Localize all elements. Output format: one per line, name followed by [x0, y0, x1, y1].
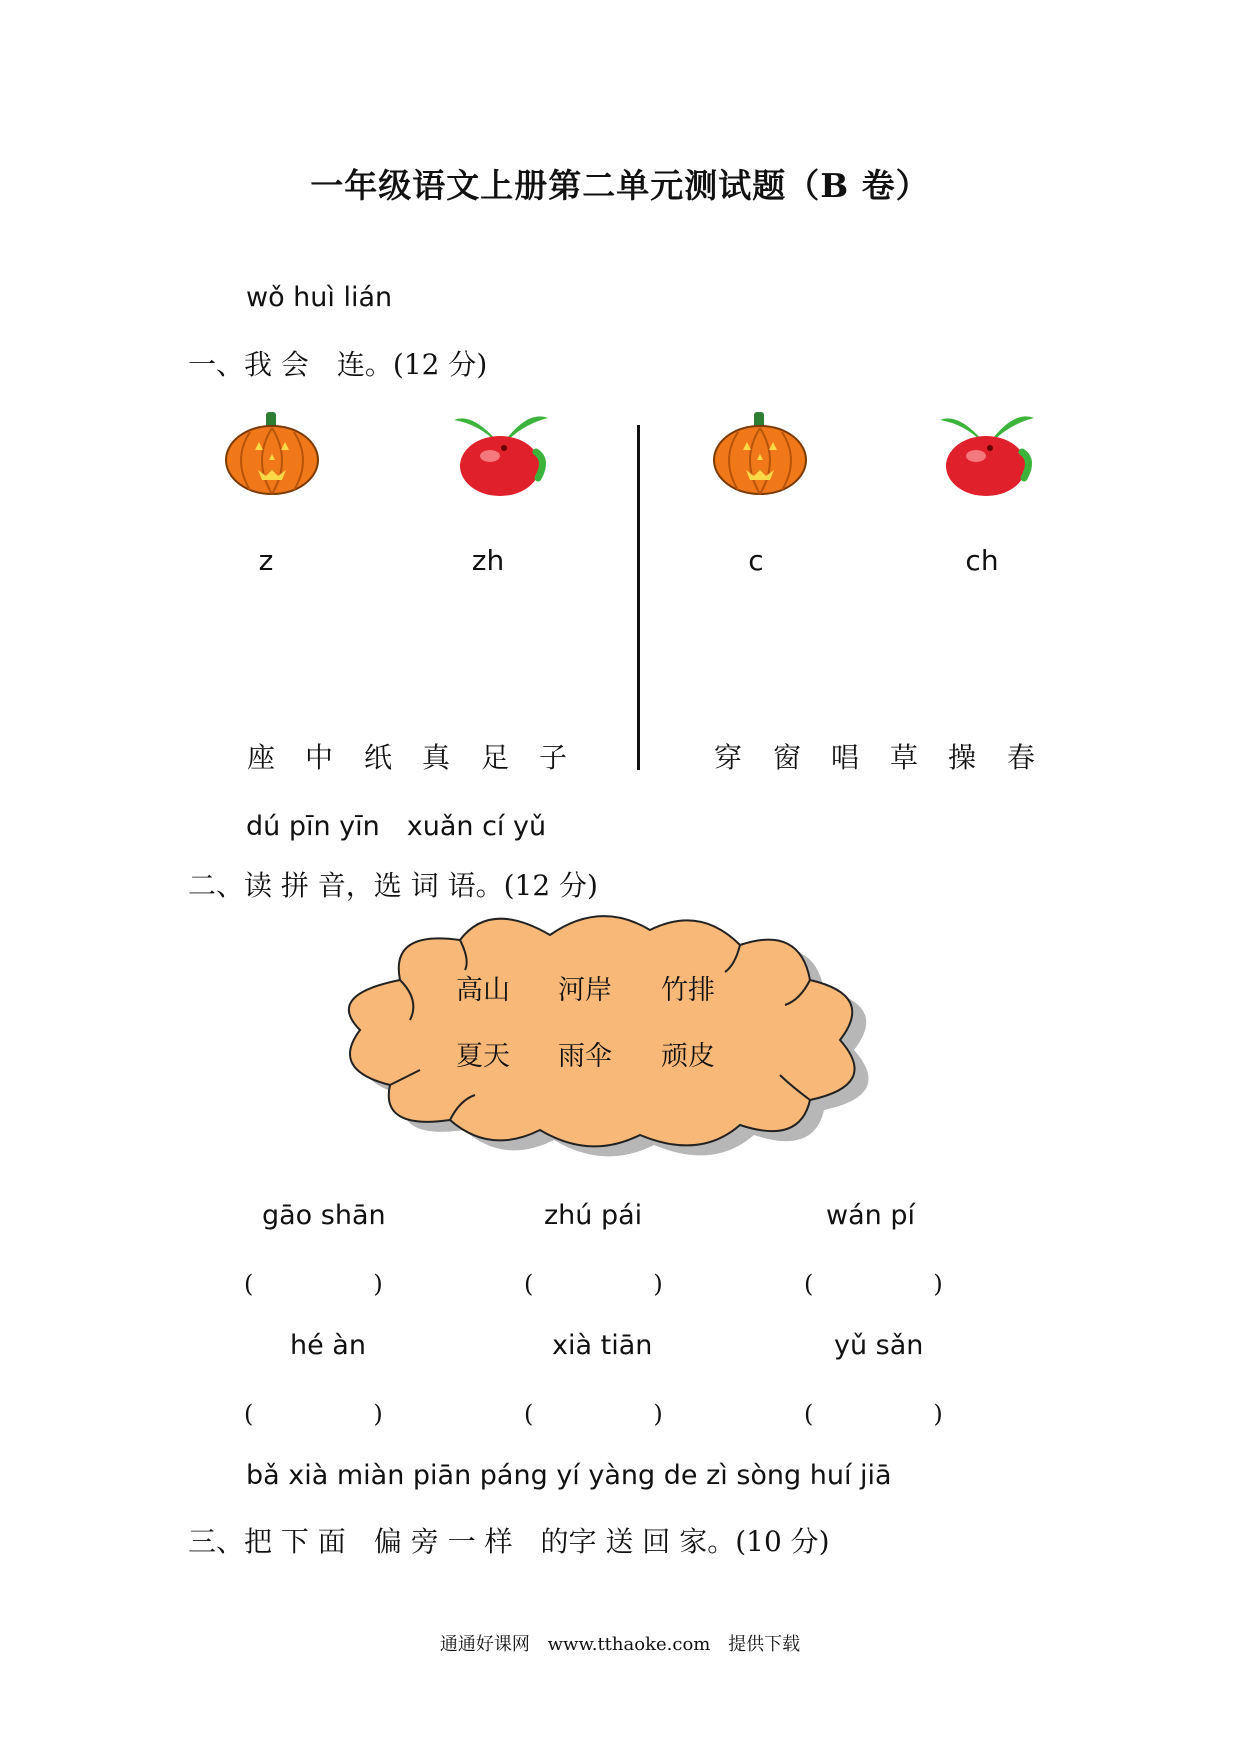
cloud-word: 夏天	[456, 1041, 510, 1072]
cloud-word: 河岸	[558, 975, 612, 1006]
right-char: 窗	[773, 741, 802, 774]
section3-heading: 三、把 下 面 偏 旁 一 样 的字 送 回 家。(10 分)	[188, 1525, 830, 1558]
footer-suffix: 提供下载	[728, 1634, 801, 1655]
item-pinyin: gāo shān	[262, 1200, 386, 1231]
answer-blank[interactable]: ( )	[244, 1400, 383, 1428]
answer-blank[interactable]: ( )	[524, 1400, 663, 1428]
item-pinyin: xià tiān	[552, 1330, 653, 1361]
cloud-word: 竹排	[661, 975, 715, 1006]
right-char: 草	[890, 741, 919, 774]
item-pinyin: wán pí	[826, 1200, 915, 1231]
left-char: 子	[539, 741, 568, 774]
section1-pinyin: wǒ huì lián	[246, 282, 393, 313]
pumpkin-icon	[222, 412, 322, 496]
right-char: 穿	[714, 741, 743, 774]
answer-blank[interactable]: ( )	[804, 1400, 943, 1428]
item-pinyin: yǔ sǎn	[834, 1330, 924, 1361]
left-char: 纸	[364, 741, 393, 774]
right-char: 操	[948, 741, 977, 774]
footer-url[interactable]: www.tthaoke.com	[547, 1634, 711, 1655]
answer-blank[interactable]: ( )	[524, 1270, 663, 1298]
left-char: 真	[422, 741, 451, 774]
pumpkin-icon	[710, 412, 810, 496]
page-title: 一年级语文上册第二单元测试题（B 卷）	[310, 166, 930, 205]
answer-blank[interactable]: ( )	[804, 1270, 943, 1298]
initial-label-z: z	[258, 544, 274, 577]
left-char: 足	[481, 741, 510, 774]
radish-icon	[452, 408, 552, 500]
cloud-word: 雨伞	[558, 1041, 612, 1072]
item-pinyin: zhú pái	[544, 1200, 643, 1231]
footer-site-name: 通通好课网	[439, 1634, 530, 1655]
left-char: 中	[305, 741, 334, 774]
initial-label-c: c	[748, 544, 764, 577]
initial-label-ch: ch	[965, 544, 999, 577]
section3-pinyin: bǎ xià miàn piān páng yí yàng de zì sòng huí jiā	[246, 1460, 892, 1491]
section2-heading: 二、读 拼 音，选 词 语。(12 分)	[188, 869, 598, 902]
divider-line	[637, 425, 640, 770]
right-char: 唱	[831, 741, 860, 774]
footer	[0, 1630, 1240, 1656]
cloud-word: 高山	[456, 975, 510, 1006]
cloud-word: 顽皮	[661, 1041, 715, 1072]
right-char: 春	[1007, 741, 1036, 774]
radish-icon	[938, 408, 1038, 500]
left-char: 座	[247, 741, 276, 774]
cloud-shape	[330, 910, 900, 1160]
item-pinyin: hé àn	[290, 1330, 366, 1361]
section2-pinyin: dú pīn yīn xuǎn cí yǔ	[246, 811, 547, 842]
section1-heading: 一、我 会 连。(12 分)	[188, 348, 488, 381]
initial-label-zh: zh	[471, 544, 505, 577]
answer-blank[interactable]: ( )	[244, 1270, 383, 1298]
